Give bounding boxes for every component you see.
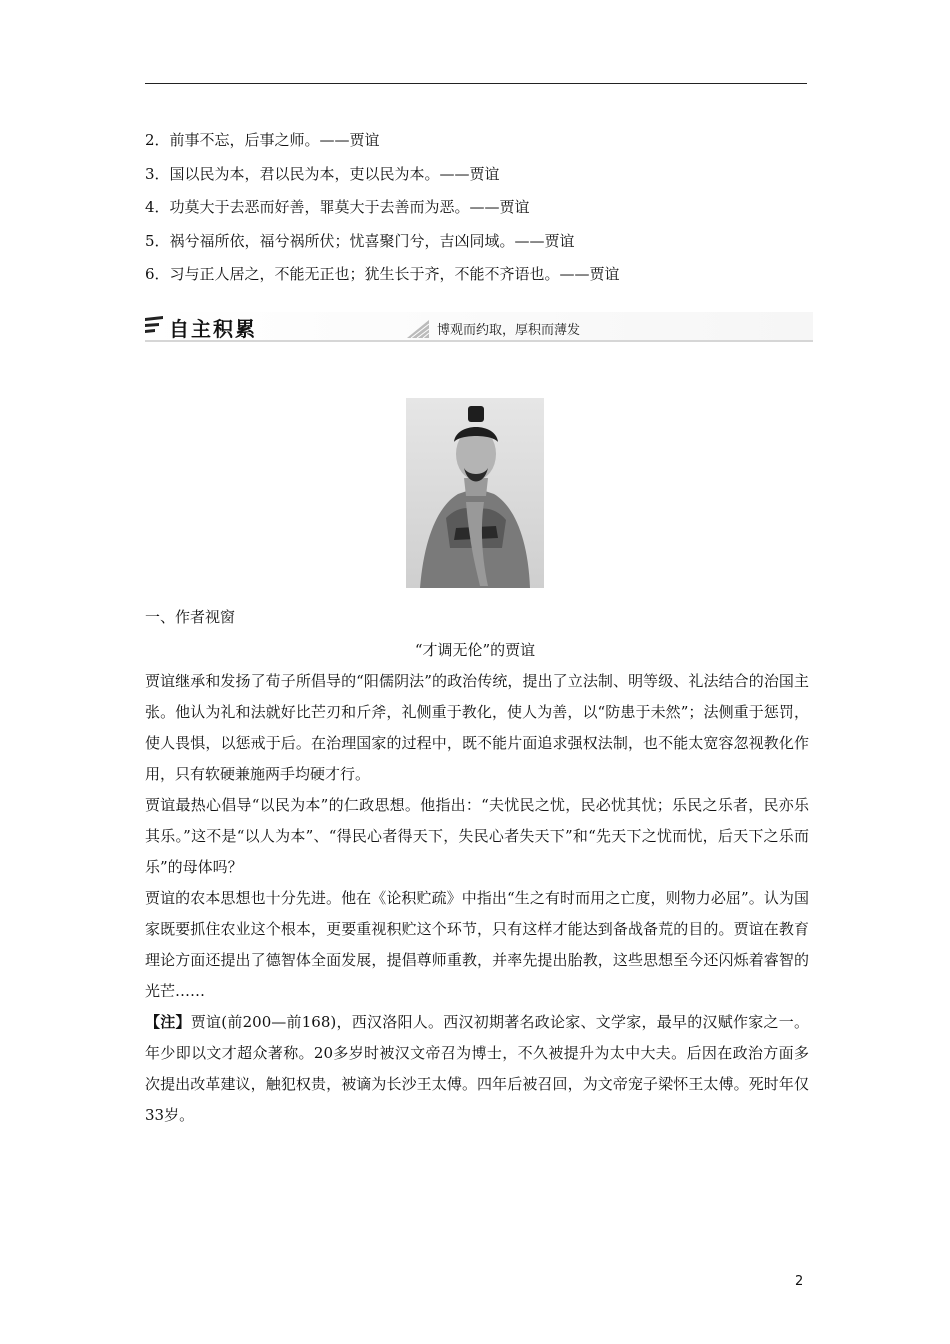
note-label: 【注】: [145, 1013, 191, 1031]
header-rule: [145, 83, 807, 84]
quote-item: 4．功莫大于去恶而好善，罪莫大于去善而为恶。——贾谊: [145, 198, 530, 216]
paragraph: 贾谊的农本思想也十分先进。他在《论积贮疏》中指出“生之有时而用之亡度，则物力必屈”。认为国家既要抓住农业这个根本，更要重视积贮这个环节，只有这样才能达到备战备荒的目的。贾谊在教育理论方面还提出了德智体全面发展，提倡尊师重教，并率先提出胎教，这些思想至今还闪烁着睿智的光芒……: [145, 889, 809, 1000]
article-body: [145, 666, 809, 1131]
banner-subtitle: 博观而约取，厚积而薄发: [437, 323, 581, 338]
paragraph: 贾谊继承和发扬了荀子所倡导的“阳儒阴法”的政治传统，提出了立法制、明等级、礼法结合的治国主张。他认为礼和法就好比芒刃和斤斧，礼侧重于教化，使人为善，以“防患于未然”；法侧重于惩罚，使人畏惧，以惩戒于后。在治理国家的过程中，既不能片面追求强权法制，也不能太宽容忽视教化作用，只有软硬兼施两手均硬才行。: [145, 672, 809, 783]
stripes-icon: [145, 316, 163, 336]
quote-item: 3．国以民为本，君以民为本，吏以民为本。——贾谊: [145, 164, 500, 183]
portrait-image: [406, 398, 544, 588]
quote-item: 6．习与正人居之，不能无正也；犹生长于齐，不能不齐语也。——贾谊: [145, 265, 620, 283]
banner-title: 自主积累: [169, 317, 257, 341]
page-number: 2: [795, 1274, 804, 1289]
section-banner: [145, 312, 813, 342]
note-text: 贾谊(前200—前168)，西汉洛阳人。西汉初期著名政论家、文学家，最早的汉赋作家之一。年少即以文才超众著称。20多岁时被汉文帝召为博士，不久被提升为太中大夫。后因在政治方面多次提出改革建议，触犯权贵，被谪为长沙王太傅。四年后被召回，为文帝宠子梁怀王太傅。死时年仅33岁。: [145, 1013, 809, 1124]
hatched-triangle-icon: [407, 320, 429, 338]
quote-item: 2．前事不忘，后事之师。——贾谊: [145, 131, 380, 149]
paragraph: 贾谊最热心倡导“以民为本”的仁政思想。他指出：“夫忧民之忧，民必忧其忧；乐民之乐者，民亦乐其乐。”这不是“以人为本”、“得民心者得天下，失民心者失天下”和“先天下之忧而忧，后天下之乐而乐”的母体吗？: [145, 796, 809, 876]
note-paragraph: [145, 1007, 809, 1131]
section-heading: 一、作者视窗: [145, 608, 236, 626]
article-title: “才调无伦”的贾谊: [414, 641, 536, 659]
quote-list: [145, 124, 815, 292]
quote-item: 5．祸兮福所依，福兮祸所伏；忧喜聚门兮，吉凶同域。——贾谊: [145, 231, 575, 250]
